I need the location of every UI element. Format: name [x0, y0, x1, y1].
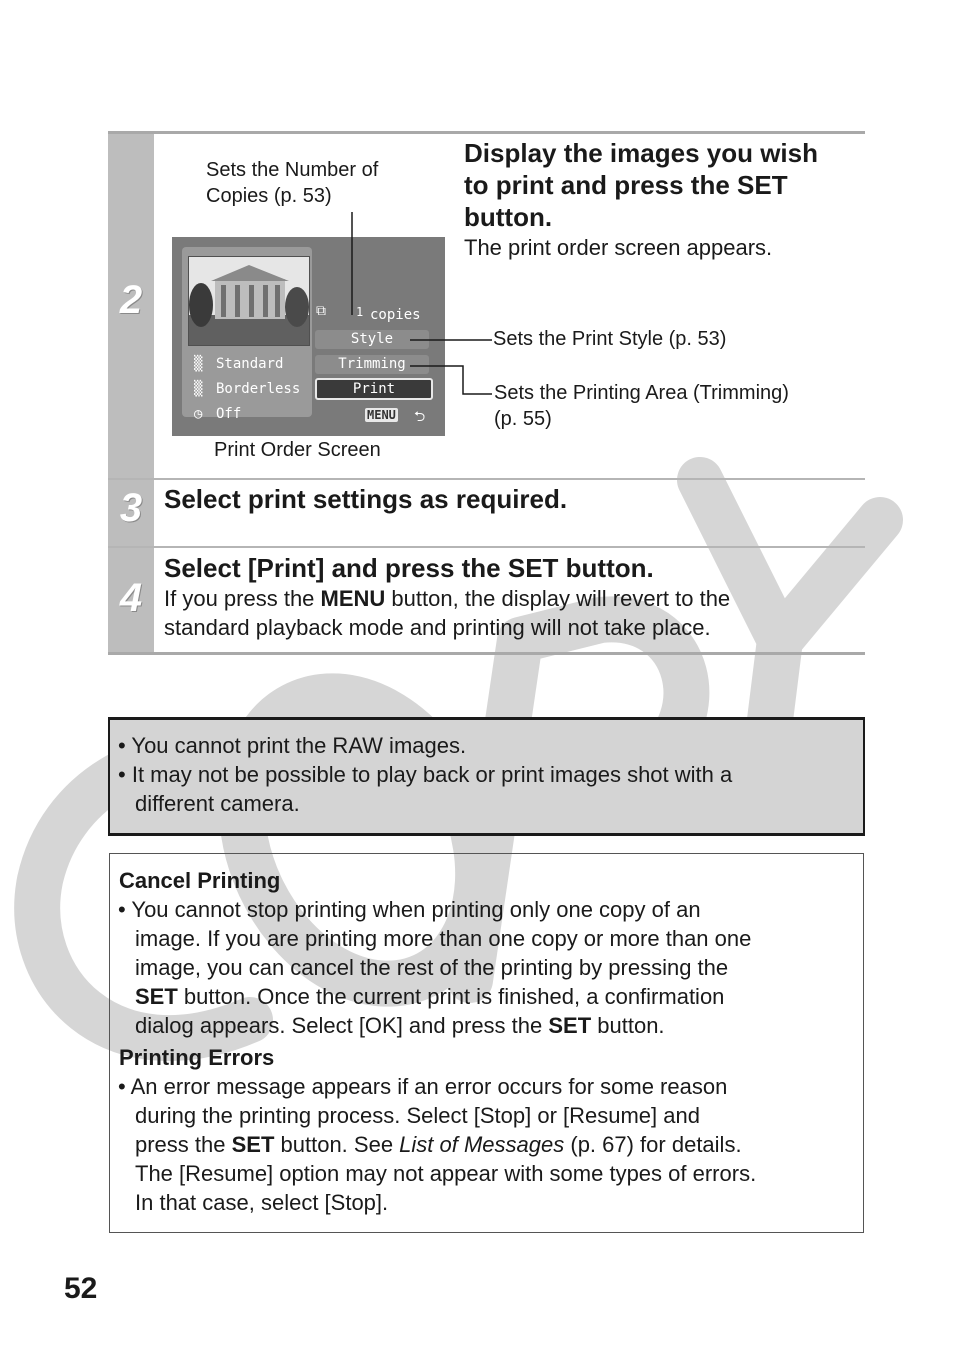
style-button[interactable]: Style: [315, 330, 429, 349]
cancel-line-1: • You cannot stop printing when printing only one copy of an: [118, 897, 701, 922]
step-4-number: 4: [119, 576, 143, 620]
errors-line-5: In that case, select [Stop].: [135, 1190, 389, 1215]
step-2-heading: Display the images you wish to print and press the SET button.: [464, 138, 818, 232]
table-bottom-rule: [108, 652, 865, 655]
errors-line-3: press the SET button. See List of Messages (p. 67) for details.: [135, 1132, 742, 1157]
step-4-heading: Select [Print] and press the SET button.: [164, 553, 654, 583]
print-button[interactable]: Print: [315, 378, 433, 400]
copies-count: 1: [356, 305, 364, 319]
caution-bullet-2-cont: different camera.: [135, 791, 300, 816]
menu-label: MENU: [367, 408, 396, 422]
step-4-description-line1: If you press the MENU button, the display will revert to the: [164, 586, 731, 611]
setting-standard: Standard: [216, 356, 284, 372]
step-2-description: The print order screen appears.: [464, 235, 773, 260]
cancel-line-2: image. If you are printing more than one copy or more than one: [135, 926, 752, 951]
callout-style: Sets the Print Style (p. 53): [493, 328, 727, 350]
step-3-heading: Select print settings as required.: [164, 484, 568, 514]
cancel-line-5: dialog appears. Select [OK] and press the SET button.: [135, 1013, 665, 1038]
copies-label: copies: [370, 307, 421, 323]
callout-copies: Sets the Number of Copies (p. 53): [206, 159, 379, 207]
row-divider: [108, 546, 865, 548]
step-2-number: 2: [119, 278, 143, 322]
setting-date: Off: [216, 406, 242, 422]
return-icon: ⮌: [414, 409, 426, 425]
trimming-button[interactable]: Trimming: [315, 355, 429, 374]
setting-borderless: Borderless: [216, 381, 301, 397]
date-icon: ◷: [194, 406, 203, 422]
step-3-number: 3: [119, 486, 143, 530]
errors-line-2: during the printing process. Select [Stop] or [Resume] and: [135, 1103, 700, 1128]
caution-bullet-2: • It may not be possible to play back or print images shot with a: [118, 762, 733, 787]
callout-leader-lines: [0, 0, 954, 480]
printing-errors-title: Printing Errors: [119, 1045, 275, 1070]
paper-size-icon: ▒: [194, 356, 203, 372]
border-icon: ▒: [194, 381, 203, 397]
page-number: 52: [64, 1272, 98, 1305]
step-4-description-line2: standard playback mode and printing will not take place.: [164, 615, 711, 640]
errors-line-4: The [Resume] option may not appear with some types of errors.: [135, 1161, 757, 1186]
cancel-printing-title: Cancel Printing: [119, 868, 281, 893]
errors-line-1: • An error message appears if an error occurs for some reason: [118, 1074, 728, 1099]
cancel-line-4: SET button. Once the current print is finished, a confirmation: [135, 984, 725, 1009]
caution-bullet-1: • You cannot print the RAW images.: [118, 733, 467, 758]
cancel-line-3: image, you can cancel the rest of the printing by pressing the: [135, 955, 729, 980]
screen-caption: Print Order Screen: [214, 439, 381, 461]
copies-icon: ⧉: [316, 303, 326, 319]
callout-trimming: Sets the Printing Area (Trimming) (p. 55): [494, 382, 789, 430]
